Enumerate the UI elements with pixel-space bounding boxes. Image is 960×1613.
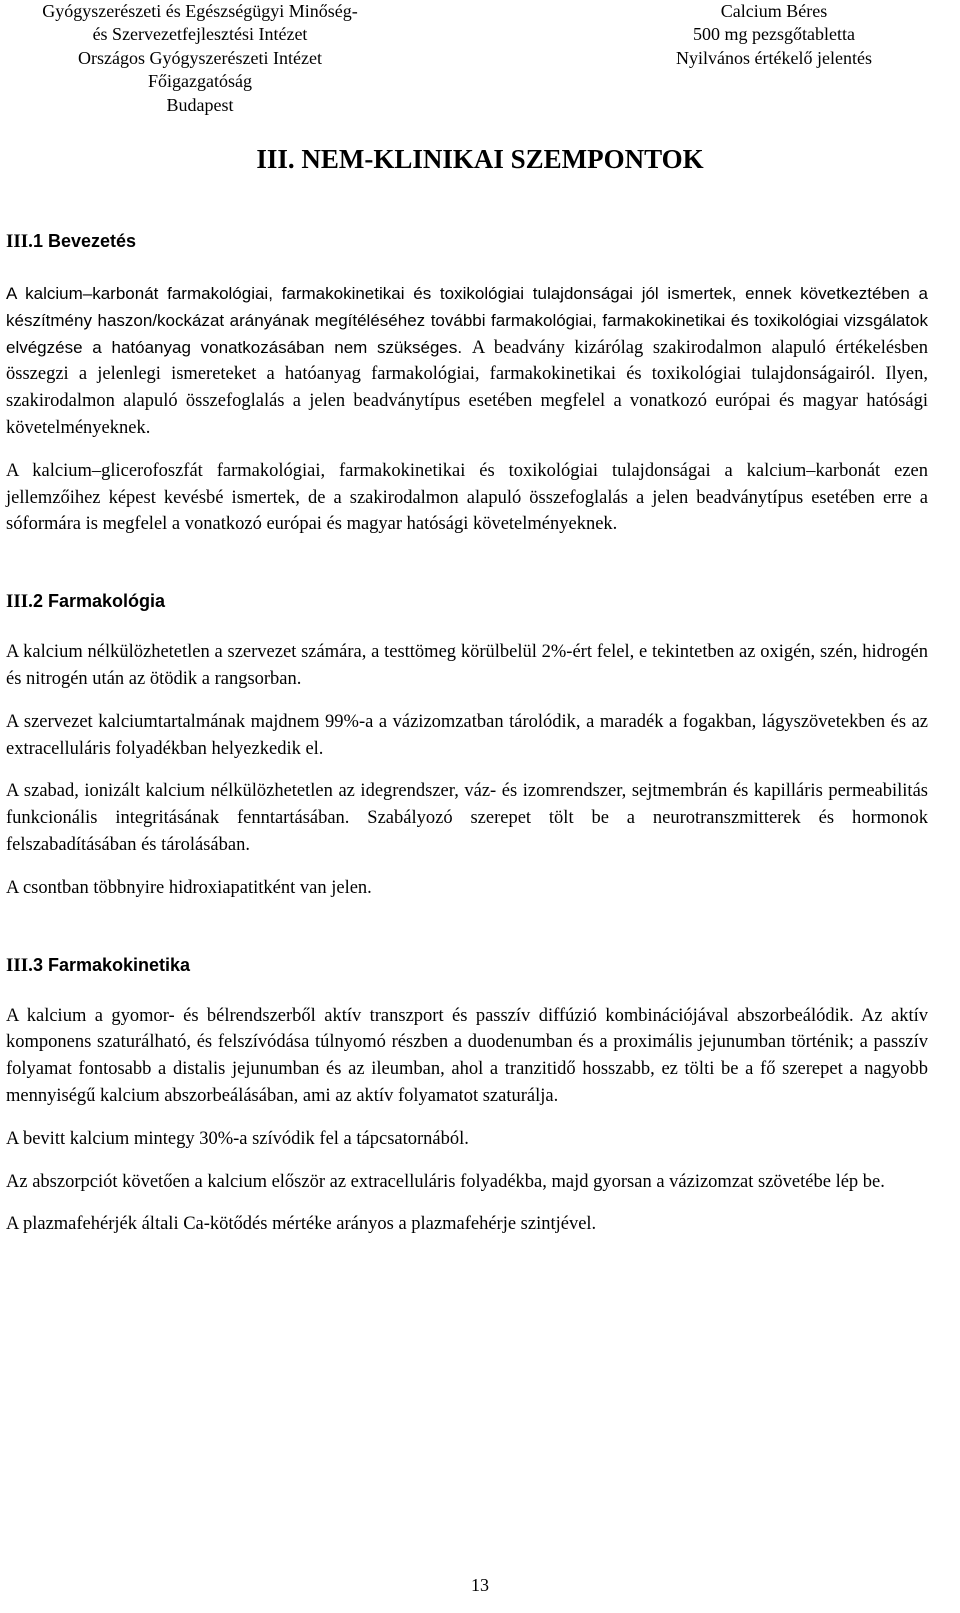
section-title-text: 3 Farmakokinetika (32, 954, 191, 975)
intro-paragraph-1 (6, 281, 928, 442)
intro-paragraph-2: A kalcium–glicerofoszfát farmakológiai, farmakokinetikai és toxikológiai tulajdonságai a kalcium–karbonát ezen jellemzőihez képest kevésbé ismertek, de a szakirodalmon alapuló összefoglalás a jelen beadványtípus esetében erre a sóformára is megfelel a vonatkozó európai és magyar hatósági követelményeknek. (6, 460, 928, 535)
header-product (624, 0, 924, 70)
section-number: III. (6, 231, 33, 252)
pharmacology-paragraph-2: A szervezet kalciumtartalmának majdnem 99%-a a vázizomzatban tárolódik, a maradék a fogakban, lágyszövetekben és az extracelluláris folyadékban helyezkedik el. (6, 711, 928, 759)
main-title: III. NEM-KLINIKAI SZEMPONTOK (256, 144, 704, 174)
section-title-text: 1 Bevezetés (32, 231, 137, 251)
header-org-line: és Szervezetfejlesztési Intézet (92, 24, 308, 45)
pharmacology-paragraph-1: A kalcium nélkülözhetetlen a szervezet számára, a testtömeg körülbelül 2%-ért felel, e tekintetben az oxigén, szén, hidrogén és nitrogén után az ötödik a rangsorban. (6, 642, 928, 689)
section-title-pharmacokinetics (6, 950, 928, 981)
header-product-line: 500 mg pezsgőtabletta (693, 24, 855, 45)
header-org-line: Országos Gyógyszerészeti Intézet (78, 47, 322, 68)
document-body (6, 226, 928, 1238)
header-product-line: Calcium Béres (720, 1, 828, 21)
pharmacology-paragraph-4: A csontban többnyire hidroxiapatitként van jelen. (6, 877, 372, 898)
intro-paragraph-1-part-a: A kalcium–karbonát farmakológiai, farmakokinetikai és toxikológiai tulajdonságai jól ismertek, ennek következtében a készítmény haszon/kockázat arányának megítéléséhez további farmakológiai, farmakokinetikai és toxikológiai vizsgálatok elvégzése a hatóanyag vonatkozásában nem szükséges. (6, 284, 928, 357)
section-number: III. (6, 591, 33, 613)
pharmacokinetics-paragraph-4: A plazmafehérjék általi Ca-kötődés mértéke arányos a plazmafehérje szintjével. (6, 1214, 597, 1235)
header-product-line: Nyilvános értékelő jelentés (676, 47, 872, 68)
section-title-text: 2 Farmakológia (32, 591, 165, 612)
section-title-pharmacology (6, 586, 928, 617)
pharmacokinetics-paragraph-2: A bevitt kalcium mintegy 30%-a szívódik fel a tápcsatornából. (6, 1128, 469, 1149)
pharmacokinetics-paragraph-1: A kalcium a gyomor- és bélrendszerből aktív transzport és passzív diffúzió kombinációjával abszorbeálódik. Az aktív komponens szaturálható, és felszívódása túlnyomó részben a duodenumban és a proximális jejunumban történik; a passzív folyamat fontosabb a distalis jejunumban és az ileumban, ahol a tranzitidő hosszabb, ez tölti be a fő szerepet a nagyobb mennyiségű kalcium abszorbeálásában, ami az aktív folyamatot szaturálja. (6, 1005, 928, 1106)
header-org-line: Gyógyszerészeti és Egészségügyi Minőség- (42, 1, 358, 21)
header-org-line: Budapest (166, 94, 234, 115)
pharmacokinetics-paragraph-3: Az abszorpciót követően a kalcium először az extracelluláris folyadékba, majd gyorsan a vázizomzat szövetébe lép be. (6, 1171, 885, 1192)
section-title-introduction (6, 226, 928, 257)
section-number: III. (6, 954, 33, 976)
header-organization (0, 0, 400, 117)
header-org-line: Főigazgatóság (148, 71, 252, 92)
pharmacology-paragraph-3: A szabad, ionizált kalcium nélkülözhetetlen az idegrendszer, váz- és izomrendszer, sejtmembrán és kapilláris permeabilitás funkcionális integritásának fenntartásában. Szabályozó szerepet tölt be a neurotranszmitterek és hormonok felszabadításában és tárolásában. (6, 781, 928, 855)
intro-paragraph-1-part-b: A beadvány kizárólag szakirodalmon alapuló értékelésben összegzi a jelenlegi ismereteket a hatóanyag farmakológiai, farmakokinetikai és toxikológiai tulajdonságairól. Ilyen, szakirodalmon alapuló összefoglalás a jelen beadványtípus esetében megfelel a vonatkozó európai és magyar hatósági követelményeknek. (6, 337, 929, 438)
page-number: 13 (471, 1575, 489, 1595)
